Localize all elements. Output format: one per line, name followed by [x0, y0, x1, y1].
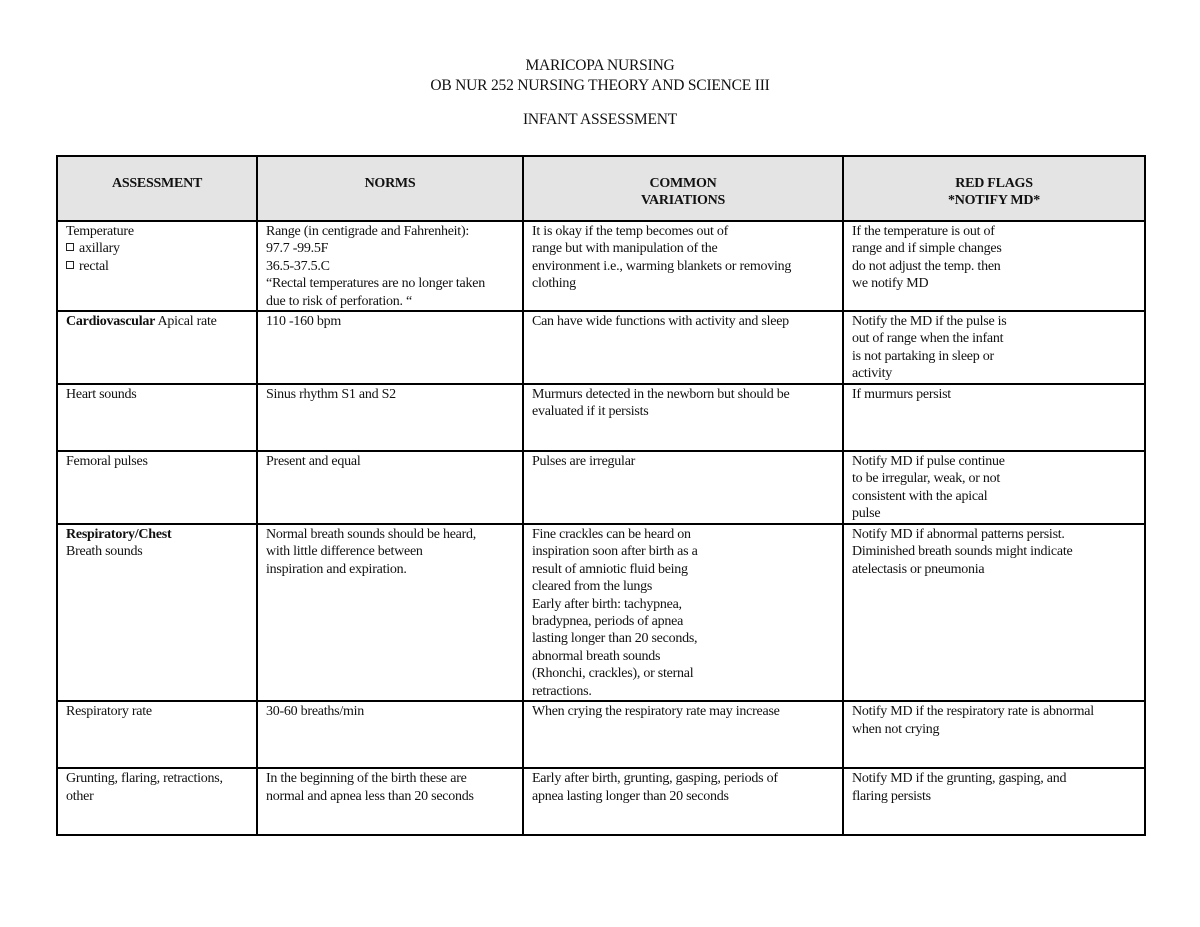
assessment-subject: Breath sounds: [66, 544, 143, 560]
cell-line: due to risk of perforation. “: [266, 293, 412, 309]
cell-line: If the temperature is out of: [852, 224, 995, 239]
cell-line: In the beginning of the birth these are: [266, 771, 467, 787]
variations-cell: [523, 451, 843, 524]
checkbox-bullet-icon: [66, 261, 74, 269]
column-header-red-flags-line1: RED FLAGS: [955, 176, 1033, 191]
cell-line: 110 -160 bpm: [266, 314, 342, 330]
document-header: [0, 56, 1200, 130]
table-row: [57, 384, 1145, 451]
assessment-label: Femoral pulses: [66, 454, 148, 470]
cell-line: flaring persists: [852, 788, 931, 804]
institution-name: MARICOPA NURSING: [525, 57, 675, 74]
norms-cell: [257, 768, 523, 835]
table-row: [57, 311, 1145, 384]
bullet-text: axillary: [79, 241, 120, 257]
cell-line: Murmurs detected in the newborn but should be: [532, 387, 790, 403]
cell-line: Normal breath sounds should be heard,: [266, 527, 477, 543]
bullet-item: [66, 258, 248, 275]
variations-cell: [523, 701, 843, 768]
assessment-label: other: [66, 788, 94, 804]
variations-cell: [523, 221, 843, 311]
column-header-assessment: [57, 156, 257, 221]
red-flags-cell: [843, 524, 1145, 701]
column-header-variations-line2: VARIATIONS: [640, 193, 726, 209]
cell-line: Early after birth: tachypnea,: [532, 596, 682, 612]
norms-cell: [257, 384, 523, 451]
cell-line: Notify MD if abnormal patterns persist.: [852, 527, 1065, 543]
norms-cell: [257, 524, 523, 701]
cell-line: atelectasis or pneumonia: [852, 561, 985, 577]
assessment-label: Temperature: [66, 224, 134, 239]
cell-line: Notify MD if the respiratory rate is abnormal: [852, 704, 1094, 720]
cell-line: Notify MD if pulse continue: [852, 454, 1005, 470]
section-heading: Respiratory/Chest: [66, 527, 172, 543]
assessment-cell: [57, 701, 257, 768]
cell-line: range and if simple changes: [852, 241, 1002, 257]
red-flags-cell: [843, 451, 1145, 524]
variations-cell: [523, 384, 843, 451]
assessment-subject: Apical rate: [155, 314, 217, 330]
column-header-variations: [523, 156, 843, 221]
checkbox-bullet-icon: [66, 243, 74, 251]
header-spacer: [0, 96, 1200, 110]
assessment-label: Respiratory rate: [66, 704, 152, 720]
cell-line: If murmurs persist: [852, 387, 951, 403]
table-row: [57, 221, 1145, 311]
cell-line: apnea lasting longer than 20 seconds: [532, 788, 729, 804]
red-flags-cell: [843, 768, 1145, 835]
infant-assessment-table: [56, 155, 1146, 836]
variations-cell: [523, 311, 843, 384]
cell-line: to be irregular, weak, or not: [852, 471, 1001, 487]
norms-cell: [257, 221, 523, 311]
cell-line: Early after birth, grunting, gasping, periods of: [532, 771, 778, 787]
table-header-row: [57, 156, 1145, 221]
cell-line: inspiration and expiration.: [266, 561, 407, 577]
cell-line: do not adjust the temp. then: [852, 258, 1001, 274]
cell-line: “Rectal temperatures are no longer taken: [266, 276, 485, 292]
assessment-label: Heart sounds: [66, 387, 137, 403]
section-heading: Cardiovascular: [66, 314, 156, 330]
red-flags-cell: [843, 384, 1145, 451]
bullet-item: [66, 240, 248, 257]
cell-line: Pulses are irregular: [532, 454, 636, 470]
cell-line: Notify MD if the grunting, gasping, and: [852, 771, 1067, 787]
cell-line: Sinus rhythm S1 and S2: [266, 387, 396, 403]
cell-line: lasting longer than 20 seconds,: [532, 631, 698, 647]
cell-line: Can have wide functions with activity and sleep: [532, 314, 789, 330]
cell-line: inspiration soon after birth as a: [532, 544, 698, 560]
norms-cell: [257, 701, 523, 768]
column-header-variations-line1: COMMON: [649, 176, 717, 191]
course-title: OB NUR 252 NURSING THEORY AND SCIENCE III: [430, 77, 770, 94]
cell-line: range but with manipulation of the: [532, 241, 718, 257]
cell-line: clothing: [532, 276, 576, 292]
cell-line: retractions.: [532, 683, 592, 699]
cell-line: Diminished breath sounds might indicate: [852, 544, 1073, 560]
cell-line: When crying the respiratory rate may increase: [532, 704, 780, 720]
norms-cell: [257, 451, 523, 524]
norms-cell: [257, 311, 523, 384]
cell-line: abnormal breath sounds: [532, 648, 661, 664]
cell-line: consistent with the apical: [852, 488, 988, 504]
cell-line: we notify MD: [852, 276, 929, 292]
cell-line: normal and apnea less than 20 seconds: [266, 788, 474, 804]
assessment-cell: [57, 384, 257, 451]
cell-line: is not partaking in sleep or: [852, 348, 994, 364]
red-flags-cell: [843, 311, 1145, 384]
column-header-red-flags: [843, 156, 1145, 221]
table-row: [57, 768, 1145, 835]
column-header-red-flags-line2: *NOTIFY MD*: [947, 193, 1040, 209]
red-flags-cell: [843, 221, 1145, 311]
assessment-cell: [57, 451, 257, 524]
cell-line: pulse: [852, 506, 881, 522]
red-flags-cell: [843, 701, 1145, 768]
table-row: [57, 701, 1145, 768]
assessment-cell: [57, 311, 257, 384]
document-title: INFANT ASSESSMENT: [522, 111, 678, 128]
cell-line: It is okay if the temp becomes out of: [532, 224, 729, 239]
table-row: [57, 524, 1145, 701]
cell-line: environment i.e., warming blankets or removing: [532, 258, 792, 274]
cell-line: activity: [852, 366, 892, 382]
assessment-label: [66, 313, 248, 330]
cell-line: bradypnea, periods of apnea: [532, 614, 684, 630]
cell-line: Notify the MD if the pulse is: [852, 314, 1007, 330]
column-header-assessment-label: ASSESSMENT: [111, 176, 203, 191]
cell-line: 36.5-37.5.C: [266, 258, 330, 274]
cell-line: Fine crackles can be heard on: [532, 527, 691, 543]
cell-line: result of amniotic fluid being: [532, 561, 688, 577]
cell-line: Present and equal: [266, 454, 361, 470]
assessment-cell: [57, 524, 257, 701]
cell-line: with little difference between: [266, 544, 423, 560]
table-row: [57, 451, 1145, 524]
variations-cell: [523, 524, 843, 701]
variations-cell: [523, 768, 843, 835]
bullet-text: rectal: [79, 258, 109, 274]
assessment-cell: [57, 768, 257, 835]
cell-line: when not crying: [852, 721, 940, 737]
assessment-label: Grunting, flaring, retractions,: [66, 771, 223, 787]
cell-line: cleared from the lungs: [532, 579, 653, 595]
cell-line: 97.7 -99.5F: [266, 241, 329, 257]
assessment-cell: [57, 221, 257, 311]
column-header-norms: [257, 156, 523, 221]
cell-line: (Rhonchi, crackles), or sternal: [532, 666, 694, 682]
cell-line: 30-60 breaths/min: [266, 704, 365, 720]
cell-line: Range (in centigrade and Fahrenheit):: [266, 224, 469, 239]
cell-line: out of range when the infant: [852, 331, 1004, 347]
column-header-norms-label: NORMS: [364, 176, 416, 191]
cell-line: evaluated if it persists: [532, 404, 649, 420]
